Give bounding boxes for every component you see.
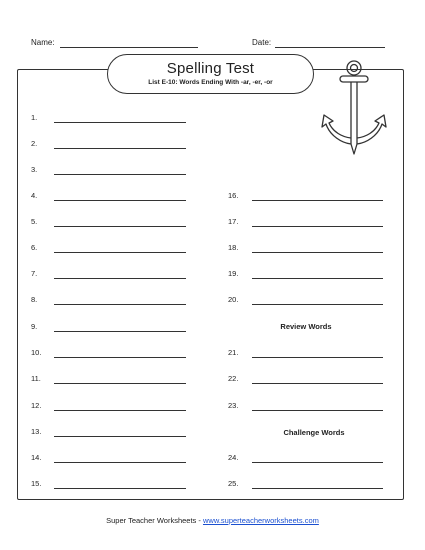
item-number: 2. <box>31 139 38 148</box>
item-number: 17. <box>228 217 239 226</box>
answer-line[interactable] <box>54 383 186 384</box>
item-number: 4. <box>31 191 38 200</box>
item-number: 6. <box>31 243 38 252</box>
item-number: 7. <box>31 269 38 278</box>
item-number: 14. <box>31 453 42 462</box>
answer-line[interactable] <box>252 226 383 227</box>
item-number: 13. <box>31 427 42 436</box>
item-number: 10. <box>31 348 42 357</box>
item-number: 21. <box>228 348 239 357</box>
answer-line[interactable] <box>252 200 383 201</box>
answer-line[interactable] <box>252 278 383 279</box>
item-number: 18. <box>228 243 239 252</box>
title-banner <box>107 54 314 94</box>
item-number: 5. <box>31 217 38 226</box>
item-number: 25. <box>228 479 239 488</box>
answer-line[interactable] <box>252 304 383 305</box>
answer-line[interactable] <box>54 252 186 253</box>
footer-link[interactable]: www.superteacherworksheets.com <box>202 516 319 525</box>
name-label: Name: <box>31 38 55 47</box>
item-number: 22. <box>228 374 239 383</box>
answer-line[interactable] <box>54 436 186 437</box>
item-number: 8. <box>31 295 38 304</box>
challenge-words-heading: Challenge Words <box>283 428 345 437</box>
answer-line[interactable] <box>54 226 186 227</box>
footer-brand: Super Teacher Worksheets <box>106 516 197 525</box>
item-number: 12. <box>31 401 42 410</box>
answer-line[interactable] <box>54 488 186 489</box>
answer-line[interactable] <box>54 122 186 123</box>
answer-line[interactable] <box>252 252 383 253</box>
date-field[interactable] <box>275 47 385 48</box>
answer-line[interactable] <box>252 488 383 489</box>
item-number: 19. <box>228 269 239 278</box>
answer-line[interactable] <box>54 357 186 358</box>
item-number: 24. <box>228 453 239 462</box>
answer-line[interactable] <box>54 174 186 175</box>
anchor-icon <box>318 58 390 166</box>
answer-line[interactable] <box>54 462 186 463</box>
answer-line[interactable] <box>252 462 383 463</box>
item-number: 20. <box>228 295 239 304</box>
answer-line[interactable] <box>252 357 383 358</box>
date-label: Date: <box>252 38 272 47</box>
item-number: 16. <box>228 191 239 200</box>
item-number: 1. <box>31 113 38 122</box>
answer-line[interactable] <box>54 331 186 332</box>
answer-line[interactable] <box>252 410 383 411</box>
answer-line[interactable] <box>54 200 186 201</box>
answer-line[interactable] <box>54 410 186 411</box>
answer-line[interactable] <box>54 304 186 305</box>
item-number: 15. <box>31 479 42 488</box>
page-title: Spelling Test <box>166 60 255 77</box>
item-number: 9. <box>31 322 38 331</box>
answer-line[interactable] <box>54 278 186 279</box>
name-field[interactable] <box>60 47 198 48</box>
footer <box>0 516 425 525</box>
footer-separator: - <box>196 516 203 525</box>
answer-line[interactable] <box>252 383 383 384</box>
answer-line[interactable] <box>54 148 186 149</box>
review-words-heading: Review Words <box>280 322 332 331</box>
item-number: 3. <box>31 165 38 174</box>
item-number: 11. <box>31 374 41 383</box>
page-subtitle: List E-10: Words Ending With -ar, -er, -or <box>148 79 273 86</box>
item-number: 23. <box>228 401 239 410</box>
